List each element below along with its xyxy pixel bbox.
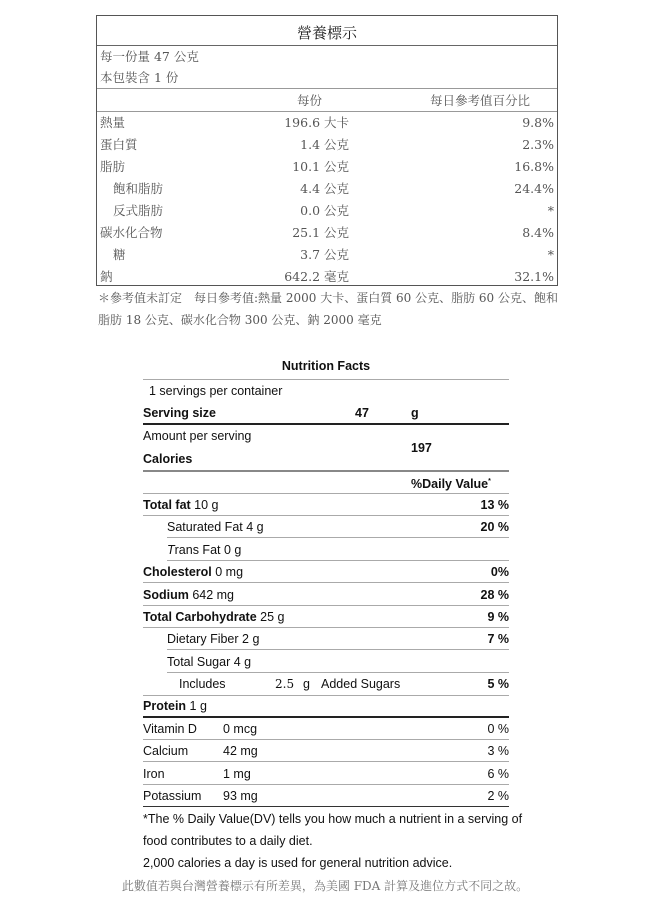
tw-row-name: 飽和脂肪 <box>113 181 164 196</box>
tw-row-amount: 4.4 公克 <box>300 181 349 196</box>
vitamin-amount: 42 mg <box>223 744 258 759</box>
vitamin-name: Vitamin D <box>143 722 197 736</box>
nf-title: Nutrition Facts <box>281 359 371 373</box>
tw-row-dv: * <box>547 203 554 218</box>
added-label: Added Sugars <box>321 677 401 691</box>
nutrient-dv: 7 % <box>487 632 509 647</box>
servings-per-pack: 本包裝含 1 份 <box>100 70 179 85</box>
nutrient-row <box>167 542 241 558</box>
added-includes: Includes <box>179 677 226 691</box>
tw-row-dv: 8.4% <box>522 225 554 240</box>
tw-row-amount: 25.1 公克 <box>292 225 349 240</box>
vitamin-name: Calcium <box>143 744 189 759</box>
vitamin-amount: 0 mcg <box>223 722 258 736</box>
added-amount: 2.5 <box>275 677 295 691</box>
nutrient-row <box>167 631 259 647</box>
italic-letter: T <box>167 542 175 557</box>
dv-footnote-2: food contributes to a daily diet. <box>143 834 313 848</box>
nutrient-name: Cholesterol <box>143 565 212 580</box>
nutrient-amount: Total Sugar 4 g <box>167 654 252 669</box>
nutrient-dv: 28 % <box>480 587 509 602</box>
tw-row-name: 脂肪 <box>100 159 126 174</box>
calories-value: 197 <box>411 441 432 455</box>
nutrient-row <box>167 654 251 670</box>
tw-row-amount: 3.7 公克 <box>300 247 349 262</box>
serving-size-value: 47 <box>355 406 369 420</box>
nutrient-dv: 20 % <box>480 520 509 535</box>
tw-row-dv: 24.4% <box>514 181 554 196</box>
nutrient-amount: 25 g <box>256 610 285 624</box>
calories-label: Calories <box>143 452 193 466</box>
tw-row-name: 糖 <box>113 247 126 262</box>
tw-row-name: 碳水化合物 <box>100 225 163 240</box>
vitamin-amount: 93 mg <box>223 789 258 804</box>
nutrient-row <box>143 497 219 513</box>
amount-per-serving: Amount per serving <box>143 429 252 443</box>
protein <box>143 698 207 714</box>
tw-row-name: 熱量 <box>100 115 126 130</box>
tw-row-amount: 642.2 毫克 <box>284 269 349 284</box>
tw-row-name: 鈉 <box>100 269 113 284</box>
nutrient-amount: 10 g <box>190 498 219 512</box>
dv-footnote-3: 2,000 calories a day is used for general nutrition advice. <box>143 856 453 870</box>
nutrient-amount: Dietary Fiber 2 g <box>167 632 260 647</box>
vitamin-name: Potassium <box>143 789 202 804</box>
taiwan-nutrition-table <box>96 15 558 286</box>
nutrient-name: Sodium <box>143 587 189 602</box>
vitamin-name: Iron <box>143 766 165 781</box>
col-daily-value: 每日參考值百分比 <box>430 93 531 108</box>
added-dv: 5 % <box>487 677 509 691</box>
protein-label: Protein <box>143 699 187 713</box>
serving-size-unit: g <box>411 406 419 420</box>
serving-size-label: Serving size <box>143 406 216 420</box>
dv-star: * <box>488 478 491 485</box>
dv-footnote-1: *The % Daily Value(DV) tells you how much a nutrient in a serving of <box>143 812 523 826</box>
tw-row-dv: 9.8% <box>522 115 554 130</box>
tw-row-dv: 2.3% <box>522 137 554 152</box>
tw-row-dv: * <box>547 247 554 262</box>
taiwan-footnote: ＊參考值未訂定 每日參考值:熱量 2000 大卡、蛋白質 60 公克、脂肪 60 公克、飽和脂肪 18 公克、碳水化合物 300 公克、鈉 2000 毫克 <box>98 291 559 327</box>
us-nutrition-facts <box>143 356 523 876</box>
nutrient-name: Total fat <box>143 498 191 512</box>
nutrient-amount: rans Fat 0 g <box>174 542 242 557</box>
vitamin-dv: 6 % <box>487 766 509 781</box>
nutrient-dv: 0% <box>490 565 509 580</box>
tw-row-name: 反式脂肪 <box>113 203 164 218</box>
nutrient-amount: 0 mg <box>211 565 244 580</box>
nutrient-dv: 13 % <box>480 498 509 512</box>
added-unit: g <box>303 677 310 691</box>
vitamin-dv: 3 % <box>487 744 509 759</box>
tw-row-amount: 196.6 大卡 <box>284 115 349 130</box>
vitamin-dv: 2 % <box>487 789 509 804</box>
vitamin-amount: 1 mg <box>223 766 251 781</box>
nutrient-dv: 9 % <box>487 610 509 624</box>
dv-header <box>411 474 491 492</box>
nutrient-row <box>143 564 243 580</box>
serving-size: 每一份量 47 公克 <box>100 49 199 64</box>
col-per-serving: 每份 <box>297 93 323 108</box>
nutrient-row <box>143 609 284 625</box>
protein-amount: 1 g <box>186 699 207 713</box>
tw-row-amount: 0.0 公克 <box>300 203 349 218</box>
dv-header-text: %Daily Value <box>411 477 489 492</box>
tw-row-amount: 10.1 公克 <box>292 159 349 174</box>
tw-row-amount: 1.4 公克 <box>300 137 349 152</box>
nutrient-row <box>167 519 264 535</box>
nutrient-amount: Saturated Fat 4 g <box>167 520 264 535</box>
tw-row-dv: 16.8% <box>514 159 554 174</box>
fda-note: 此數值若與台灣營養標示有所差異，為美國 FDA 計算及進位方式不同之故。 <box>121 879 529 893</box>
tw-row-dv: 32.1% <box>514 269 554 284</box>
vitamin-dv: 0 % <box>487 722 509 736</box>
nutrient-row <box>143 587 234 603</box>
nutrient-amount: 642 mg <box>188 587 235 602</box>
servings-per-container: 1 servings per container <box>149 384 283 398</box>
nutrient-name: Total Carbohydrate <box>143 610 257 624</box>
table-title: 營養標示 <box>296 24 357 42</box>
tw-row-name: 蛋白質 <box>100 137 138 152</box>
